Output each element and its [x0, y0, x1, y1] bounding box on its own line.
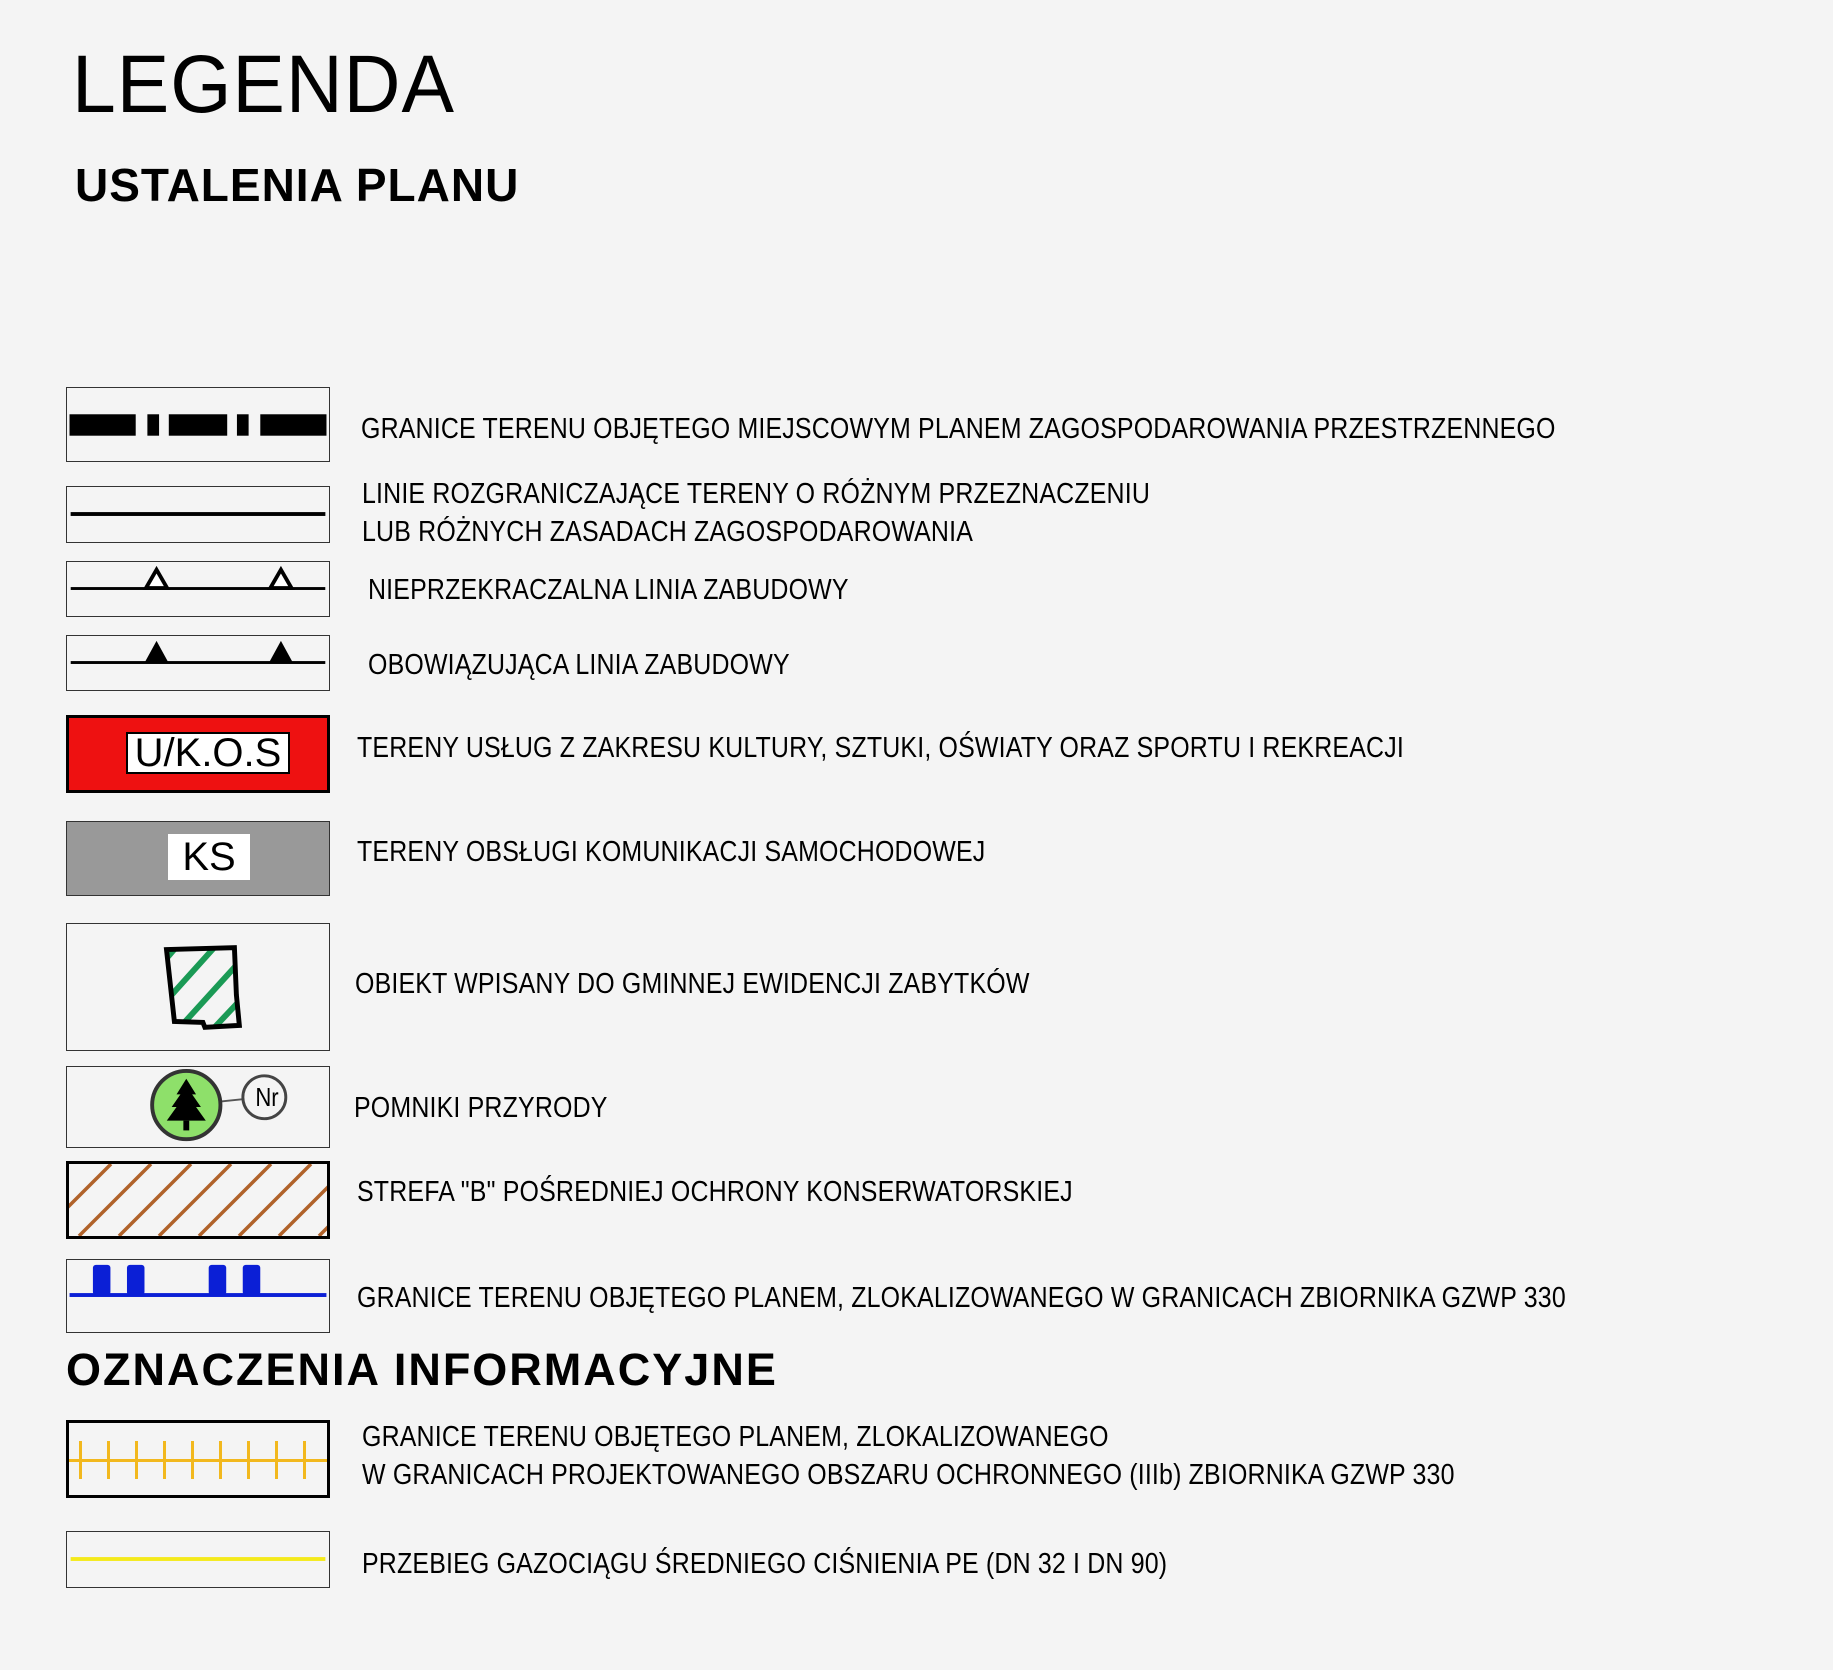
- legend-label: GRANICE TERENU OBJĘTEGO PLANEM, ZLOKALIZOWANEGO W GRANICACH PROJEKTOWANEGO OBSZARU OCHRONNEGO (IIIb) ZBIORNIKA GZWP 330: [362, 1421, 1455, 1491]
- gas-pipeline-icon: [66, 1531, 330, 1588]
- legend-label: TERENY OBSŁUGI KOMUNIKACJI SAMOCHODOWEJ: [357, 836, 986, 868]
- zone-code-label: U/K.O.S: [126, 732, 290, 774]
- brown-hatch-icon: [66, 1161, 330, 1239]
- informational-markings-heading: OZNACZENIA INFORMACYJNE: [66, 1344, 778, 1395]
- plan-settings-heading: USTALENIA PLANU: [75, 159, 520, 211]
- zone-code-label: KS: [168, 834, 250, 880]
- open-triangle-line-icon: [66, 561, 330, 617]
- legend-label: OBOWIĄZUJĄCA LINIA ZABUDOWY: [368, 649, 790, 681]
- legend-label: POMNIKI PRZYRODY: [354, 1092, 608, 1124]
- tree-icon: [67, 1067, 329, 1147]
- legend-label: GRANICE TERENU OBJĘTEGO MIEJSCOWYM PLANEM ZAGOSPODAROWANIA PRZESTRZENNEGO: [361, 413, 1556, 445]
- grey-zone-icon: [66, 821, 330, 896]
- legend-label: LINIE ROZGRANICZAJĄCE TERENY O RÓŻNYM PRZEZNACZENIU LUB RÓŻNYCH ZASADACH ZAGOSPODAROWANIA: [362, 478, 1151, 548]
- legend-label: NIEPRZEKRACZALNA LINIA ZABUDOWY: [368, 574, 849, 606]
- monument-number-label: Nr: [255, 1082, 279, 1112]
- dash-dot-boundary-icon: [66, 387, 330, 462]
- hatched-building-icon: [66, 923, 330, 1051]
- blue-boundary-icon: [66, 1259, 330, 1333]
- legend-label: GRANICE TERENU OBJĘTEGO PLANEM, ZLOKALIZOWANEGO W GRANICACH ZBIORNIKA GZWP 330: [357, 1282, 1566, 1314]
- yellow-tick-line-icon: [66, 1420, 330, 1498]
- tree-monument-icon: [66, 1066, 330, 1148]
- legend-title: LEGENDA: [72, 39, 455, 130]
- legend-label: STREFA "B" POŚREDNIEJ OCHRONY KONSERWATORSKIEJ: [357, 1176, 1073, 1208]
- solid-line-icon: [66, 486, 330, 543]
- red-zone-icon: [66, 715, 330, 793]
- filled-triangle-line-icon: [66, 635, 330, 691]
- legend-label: PRZEBIEG GAZOCIĄGU ŚREDNIEGO CIŚNIENIA PE (DN 32 I DN 90): [362, 1548, 1168, 1580]
- legend-label: OBIEKT WPISANY DO GMINNEJ EWIDENCJI ZABYTKÓW: [355, 968, 1030, 1000]
- legend-label: TERENY USŁUG Z ZAKRESU KULTURY, SZTUKI, OŚWIATY ORAZ SPORTU I REKREACJI: [357, 732, 1404, 764]
